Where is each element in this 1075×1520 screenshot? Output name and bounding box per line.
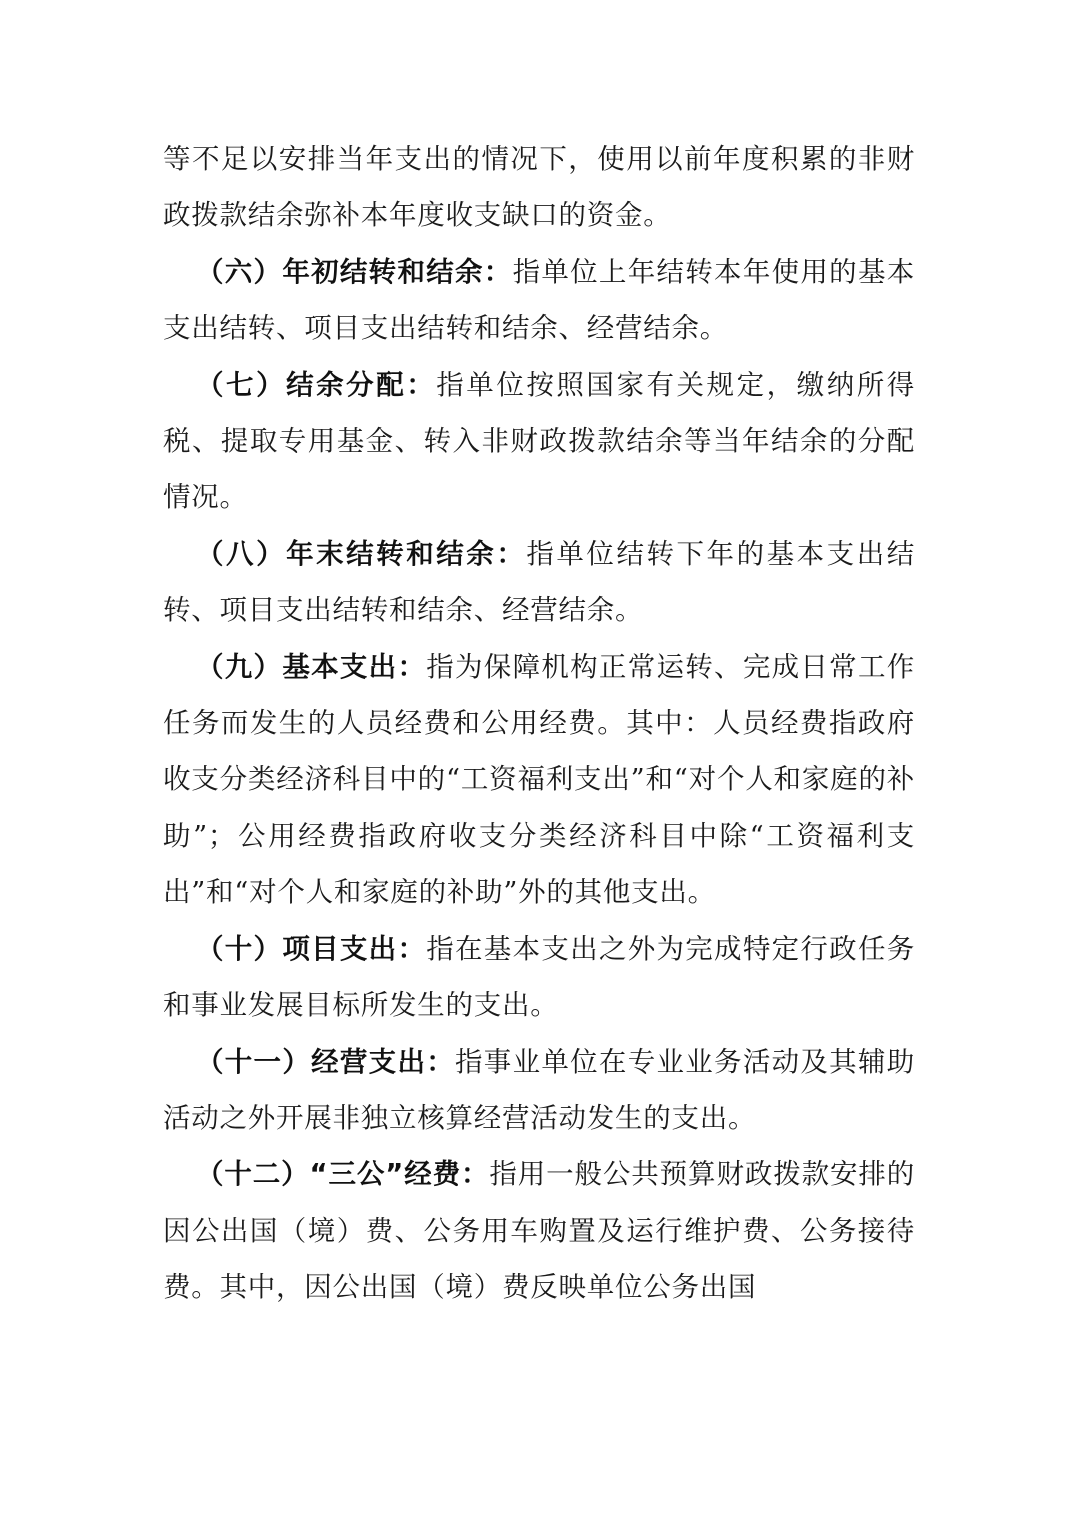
paragraph-text: 指在基本支出之外为完成特定行政任务和事业发展目标所发生的支出。 <box>163 932 915 1022</box>
paragraph-text: 等不足以安排当年支出的情况下，使用以前年度积累的非财政拨款结余弥补本年度收支缺口的资金。 <box>163 143 915 232</box>
section-heading: （十二）“三公”经费： <box>196 1158 490 1191</box>
paragraph-section-7 <box>163 357 915 526</box>
section-heading: （九）基本支出： <box>196 650 427 683</box>
paragraph-text: 指用一般公共预算财政拨款安排的因公出国（境）费、公务用车购置及运行维护费、公务接待费。其中，因公出国（境）费反映单位公务出国 <box>163 1158 915 1304</box>
paragraph-text: 指单位按照国家有关规定，缴纳所得税、提取专用基金、转入非财政拨款结余等当年结余的分配情况。 <box>163 368 916 514</box>
paragraph-section-12 <box>163 1146 915 1315</box>
paragraph-text: 指单位上年结转本年使用的基本支出结转、项目支出结转和结余、经营结余。 <box>163 255 915 345</box>
section-heading: （六）年初结转和结余： <box>196 255 513 288</box>
paragraph-section-6 <box>163 244 915 357</box>
paragraph-section-11 <box>163 1034 915 1147</box>
paragraph-continuation <box>163 131 915 244</box>
section-heading: （七）结余分配： <box>196 368 437 401</box>
paragraph-section-8 <box>163 526 915 639</box>
paragraph-text: 指单位结转下年的基本支出结转、项目支出结转和结余、经营结余。 <box>163 537 915 627</box>
document-body <box>163 131 915 1316</box>
section-heading: （十）项目支出： <box>196 932 427 965</box>
section-heading: （十一）经营支出： <box>196 1045 456 1078</box>
section-heading: （八）年末结转和结余： <box>196 537 527 570</box>
paragraph-section-9 <box>163 639 915 921</box>
paragraph-text: 指事业单位在专业业务活动及其辅助活动之外开展非独立核算经营活动发生的支出。 <box>163 1045 915 1134</box>
paragraph-text: 指为保障机构正常运转、完成日常工作任务而发生的人员经费和公用经费。其中：人员经费指政府收支分类经济科目中的“工资福利支出”和“对个人和家庭的补助”；公用经费指政府收支分类经济科目中除“工资福利支出”和“对个人和家庭的补助”外的其他支出。 <box>163 650 915 909</box>
paragraph-section-10 <box>163 921 915 1034</box>
